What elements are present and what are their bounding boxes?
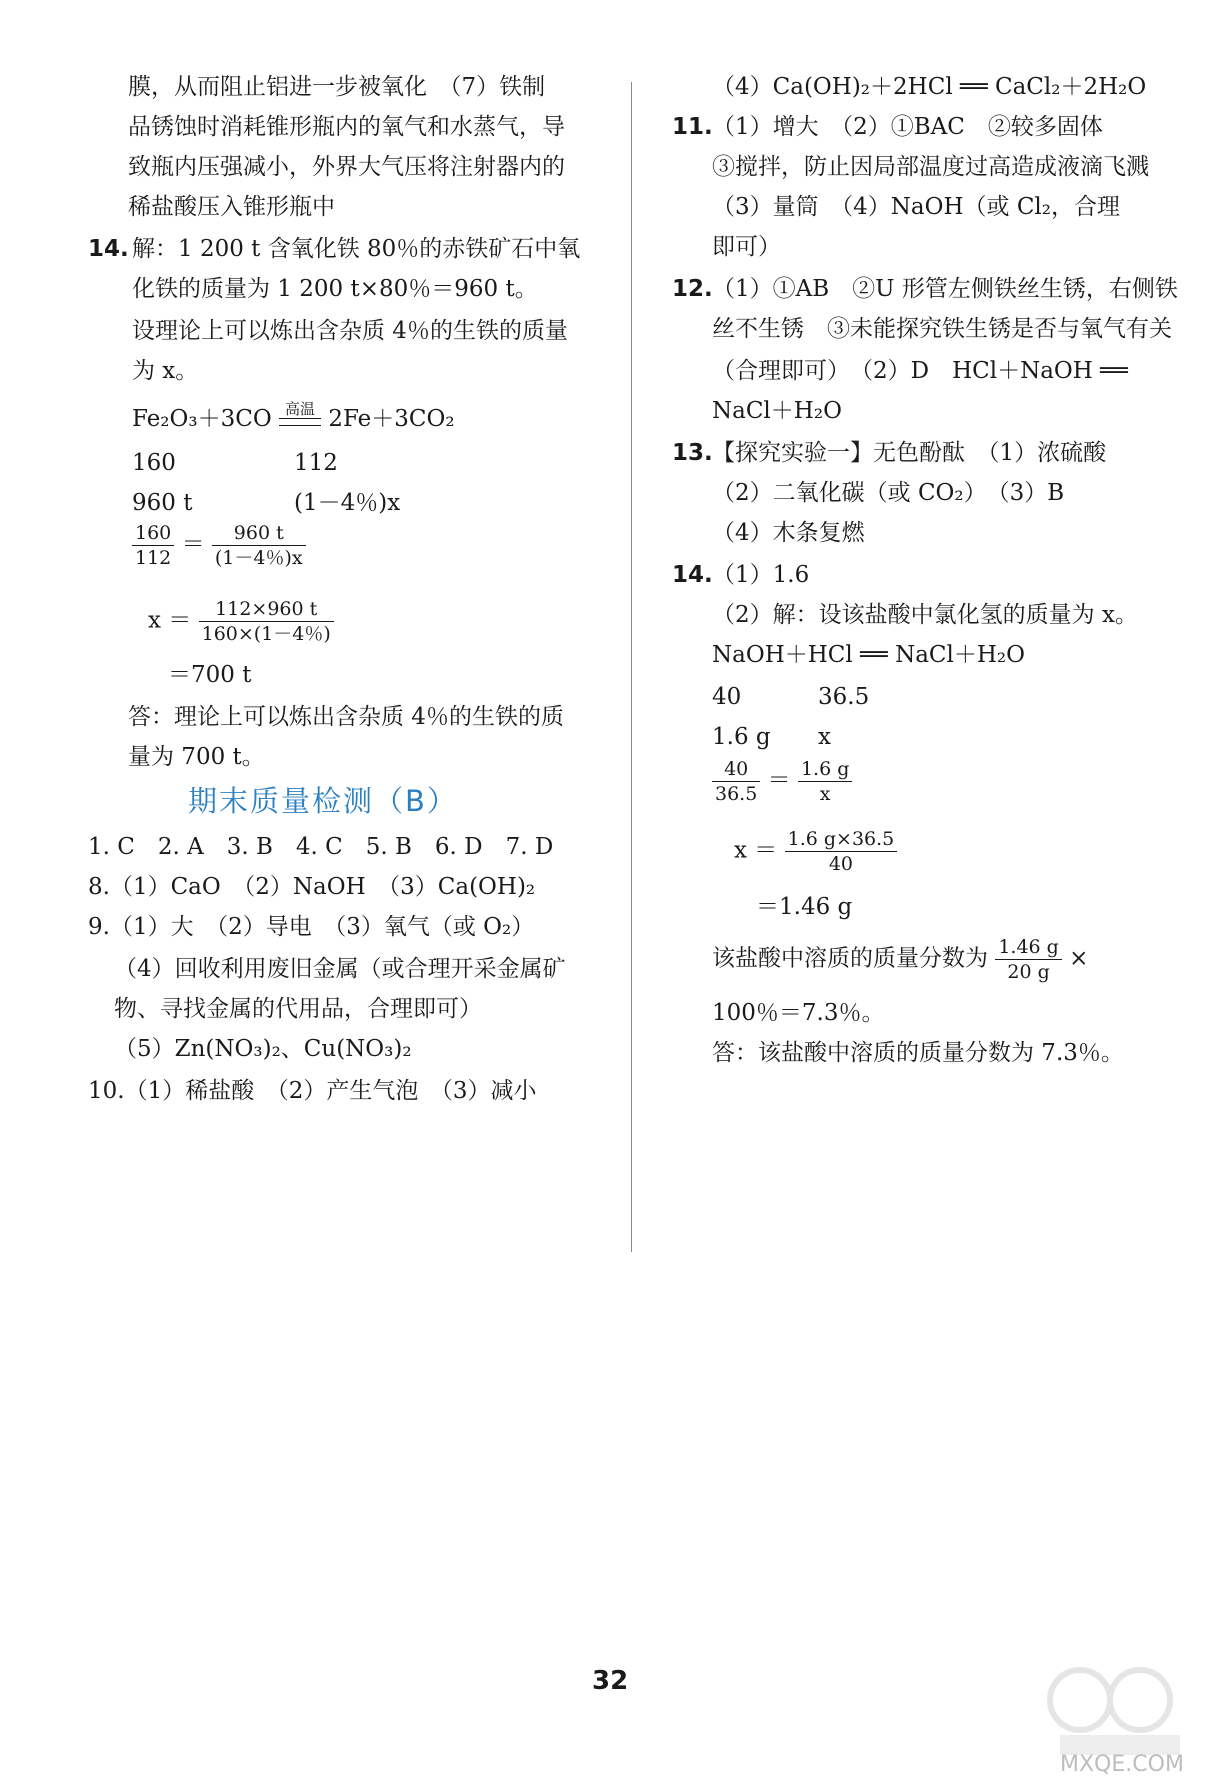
text-line: （合理即可） （2）D HCl＋NaOH ══ <box>712 358 1128 384</box>
text-line: 设理论上可以炼出含杂质 4％的生铁的质量 <box>132 318 568 344</box>
question-number: 12. <box>672 276 713 302</box>
fraction: $\frac{1.6 g}{x}$ <box>798 758 852 805</box>
text-line: 物、寻找金属的代用品，合理即可） <box>114 996 482 1022</box>
question-8: 8.（1）CaO （2）NaOH （3）Ca(OH)₂ <box>88 874 536 900</box>
fraction: $\frac{1.6 g\times 36.5}{40}$ <box>785 828 898 875</box>
equation-arrow <box>279 400 321 426</box>
reaction-condition: 高温 <box>285 400 316 418</box>
text-line: 为 x。 <box>132 358 199 384</box>
result: ＝700 t <box>168 662 252 688</box>
question-10: 10.（1）稀盐酸 （2）产生气泡 （3）减小 <box>88 1078 537 1104</box>
text-line: 100％＝7.3％。 <box>712 1000 885 1026</box>
text-line: 解：1 200 t 含氧化铁 80％的赤铁矿石中氧 <box>132 236 581 262</box>
text-span: 该盐酸中溶质的质量分数为 <box>712 945 988 972</box>
equation-reactants: Fe₂O₃＋3CO <box>132 406 272 432</box>
text-line: NaCl＋H₂O <box>712 398 842 424</box>
fraction: $\frac{160}{112}$ <box>132 522 174 569</box>
text-line: 致瓶内压强减小，外界大气压将注射器内的 <box>128 154 565 180</box>
text-line: （2）二氧化碳（或 CO₂） （3）B <box>712 480 1065 506</box>
page-number: 32 <box>592 1666 629 1696</box>
ratio-value: x <box>818 724 831 750</box>
chemical-equation: NaOH＋HCl ══ NaCl＋H₂O <box>712 642 1026 668</box>
question-number: 13. <box>672 440 713 466</box>
text-line: ③搅拌，防止因局部温度过高造成液滴飞溅 <box>712 154 1149 180</box>
fraction: $\frac{960 t}{(1-4\%)x}$ <box>212 522 306 569</box>
equals-sign: ＝ <box>767 767 791 794</box>
watermark-text: MXQE.COM <box>1060 1752 1184 1777</box>
equals-sign: ＝ <box>181 531 205 558</box>
mass-fraction-line <box>712 936 1088 983</box>
ratio-value: 960 t <box>132 490 193 516</box>
multiple-choice-answers: 1. C 2. A 3. B 4. C 5. B 6. D 7. D <box>88 834 554 860</box>
text-line: 即可） <box>712 234 781 260</box>
text-line: （3）量筒 （4）NaOH（或 Cl₂，合理 <box>712 194 1121 220</box>
variable-label: x ＝ <box>148 607 192 634</box>
text-line: （1）①AB ②U 形管左侧铁丝生锈，右侧铁 <box>712 276 1178 302</box>
text-line: 化铁的质量为 1 200 t×80％＝960 t。 <box>132 276 538 302</box>
text-line: （1）增大 （2）①BAC ②较多固体 <box>712 114 1103 140</box>
answer-line: 量为 700 t。 <box>128 744 265 770</box>
text-line: 品锈蚀时消耗锥形瓶内的氧气和水蒸气，导 <box>128 114 565 140</box>
text-line: （5）Zn(NO₃)₂、Cu(NO₃)₂ <box>114 1036 412 1062</box>
text-line: 稀盐酸压入锥形瓶中 <box>128 194 335 220</box>
proportion <box>132 522 306 569</box>
answer-line: 答：理论上可以炼出含杂质 4％的生铁的质 <box>128 704 564 730</box>
ratio-value: (1－4％)x <box>294 490 401 516</box>
text-line: 【探究实验一】无色酚酞 （1）浓硫酸 <box>712 440 1107 466</box>
text-line: （4）木条复燃 <box>712 520 865 546</box>
question-number: 14. <box>672 562 713 588</box>
text-line: （2）解：设该盐酸中氯化氢的质量为 x。 <box>712 602 1138 628</box>
section-title: 期末质量检测（B） <box>188 784 458 818</box>
text-line: 膜，从而阻止铝进一步被氧化 （7）铁制 <box>128 74 546 100</box>
proportion <box>712 758 852 805</box>
answer-line: 答：该盐酸中溶质的质量分数为 7.3％。 <box>712 1040 1124 1066</box>
question-number: 14. <box>88 236 129 262</box>
variable-label: x ＝ <box>734 837 778 864</box>
ratio-value: 40 <box>712 684 742 710</box>
ratio-value: 160 <box>132 450 176 476</box>
equation-products: 2Fe＋3CO₂ <box>328 406 455 432</box>
ratio-value: 112 <box>294 450 338 476</box>
text-line: （4）回收利用废旧金属（或合理开采金属矿 <box>114 956 566 982</box>
question-number: 11. <box>672 114 713 140</box>
times-sign: × <box>1069 945 1089 972</box>
result: ＝1.46 g <box>756 894 853 920</box>
question-9: 9.（1）大 （2）导电 （3）氧气（或 O₂） <box>88 914 535 940</box>
text-line: 丝不生锈 ③未能探究铁生锈是否与氧气有关 <box>712 316 1172 342</box>
fraction: $\frac{112\times 960 t}{160\times(1-4\%)}$ <box>199 598 334 645</box>
ratio-value: 1.6 g <box>712 724 771 750</box>
fraction: $\frac{40}{36.5}$ <box>712 758 760 805</box>
text-line: （1）1.6 <box>712 562 810 588</box>
fraction: $\frac{1.46 g}{20 g}$ <box>995 936 1062 983</box>
column-divider <box>631 82 632 1252</box>
chemical-equation: （4）Ca(OH)₂＋2HCl ══ CaCl₂＋2H₂O <box>712 74 1147 100</box>
ratio-value: 36.5 <box>818 684 870 710</box>
solve-step <box>148 598 334 645</box>
chemical-equation <box>132 402 455 436</box>
solve-step <box>734 828 897 875</box>
